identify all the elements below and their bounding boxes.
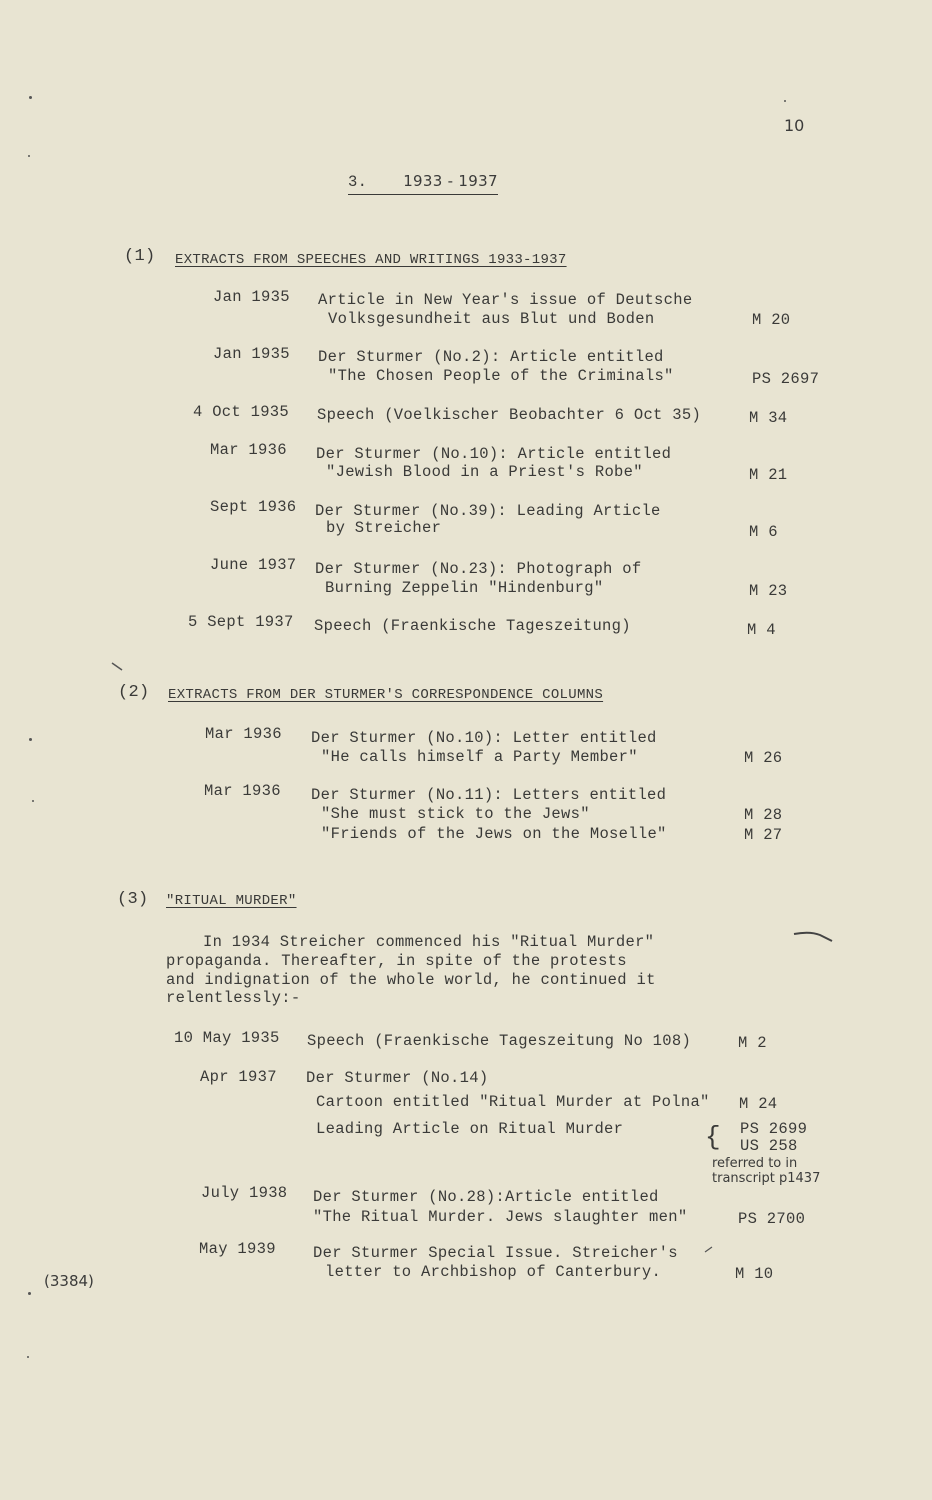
entry-date: 5 Sept 1937 bbox=[188, 613, 294, 631]
scan-speck bbox=[29, 738, 32, 741]
brace-icon: { bbox=[705, 1122, 721, 1152]
document-code: (3384) bbox=[44, 1272, 94, 1290]
entry-date: 10 May 1935 bbox=[174, 1029, 280, 1047]
pencil-mark bbox=[110, 660, 126, 674]
entry-ref: M 23 bbox=[749, 582, 788, 600]
entry-ref: M 4 bbox=[747, 621, 776, 639]
entry-line: Speech (Fraenkische Tageszeitung) bbox=[314, 617, 631, 635]
section-3-title: "RITUAL MURDER" bbox=[166, 893, 297, 909]
entry-line: "Friends of the Jews on the Moselle" bbox=[321, 825, 667, 843]
entry-line: "She must stick to the Jews" bbox=[321, 805, 590, 823]
entry-ref: M 26 bbox=[744, 749, 783, 767]
entry-ref: M 27 bbox=[744, 826, 783, 844]
entry-date: June 1937 bbox=[210, 556, 297, 574]
entry-line: Burning Zeppelin "Hindenburg" bbox=[325, 579, 604, 597]
entry-line: Speech (Fraenkische Tageszeitung No 108) bbox=[307, 1032, 692, 1050]
scan-speck bbox=[27, 1356, 29, 1358]
entry-line: Volksgesundheit aus Blut und Boden bbox=[328, 310, 655, 328]
entry-ref: PS 2697 bbox=[752, 370, 820, 388]
handwritten-note: referred to in bbox=[712, 1156, 798, 1171]
entry-ref: M 2 bbox=[738, 1034, 767, 1052]
section-2-title: EXTRACTS FROM DER STURMER'S CORRESPONDENCE COLUMNS bbox=[168, 687, 604, 703]
section-1-title: EXTRACTS FROM SPEECHES AND WRITINGS 1933-1937 bbox=[175, 252, 567, 268]
pencil-mark bbox=[792, 928, 836, 944]
entry-ref: PS 2700 bbox=[738, 1210, 806, 1228]
entry-ref: M 6 bbox=[749, 523, 778, 541]
entry-line: Der Sturmer (No.2): Article entitled bbox=[318, 348, 664, 366]
entry-date: Jan 1935 bbox=[213, 345, 290, 363]
entry-line: Leading Article on Ritual Murder bbox=[316, 1120, 624, 1138]
intro-line: relentlessly:- bbox=[166, 989, 301, 1007]
entry-line: by Streicher bbox=[326, 519, 442, 537]
pencil-mark bbox=[703, 1244, 715, 1254]
entry-line: "The Chosen People of the Criminals" bbox=[328, 367, 674, 385]
handwritten-note: transcript p1437 bbox=[712, 1171, 821, 1186]
entry-line: Speech (Voelkischer Beobachter 6 Oct 35) bbox=[317, 406, 702, 424]
entry-date: Apr 1937 bbox=[200, 1068, 277, 1086]
entry-line: Der Sturmer (No.10): Article entitled bbox=[316, 445, 672, 463]
entry-date: Mar 1936 bbox=[210, 441, 287, 459]
chapter-heading bbox=[348, 172, 498, 195]
entry-date: Mar 1936 bbox=[205, 725, 282, 743]
entry-ref: PS 2699 bbox=[740, 1120, 808, 1138]
intro-line: In 1934 Streicher commenced his "Ritual Murder" bbox=[203, 933, 655, 951]
section-3-number: (3) bbox=[117, 890, 149, 909]
entry-date: Sept 1936 bbox=[210, 498, 297, 516]
scan-speck bbox=[784, 100, 786, 102]
entry-date: 4 Oct 1935 bbox=[193, 403, 290, 421]
entry-date: May 1939 bbox=[199, 1240, 276, 1258]
scan-speck bbox=[28, 155, 30, 157]
entry-ref: M 21 bbox=[749, 466, 788, 484]
scan-speck bbox=[32, 800, 34, 802]
entry-date: Mar 1936 bbox=[204, 782, 281, 800]
entry-ref: US 258 bbox=[740, 1137, 798, 1155]
page-number: 10 bbox=[784, 116, 805, 135]
chapter-number: 3. bbox=[348, 173, 368, 191]
entry-ref: M 34 bbox=[749, 409, 788, 427]
entry-ref: M 10 bbox=[735, 1265, 774, 1283]
entry-ref: M 28 bbox=[744, 806, 783, 824]
entry-line: Der Sturmer (No.14) bbox=[306, 1069, 489, 1087]
entry-line: Der Sturmer (No.10): Letter entitled bbox=[311, 729, 657, 747]
entry-line: "The Ritual Murder. Jews slaughter men" bbox=[313, 1208, 688, 1226]
entry-ref: M 24 bbox=[739, 1095, 778, 1113]
entry-line: Der Sturmer Special Issue. Streicher's bbox=[313, 1244, 678, 1262]
entry-line: Article in New Year's issue of Deutsche bbox=[318, 291, 693, 309]
entry-line: Der Sturmer (No.11): Letters entitled bbox=[311, 786, 667, 804]
scan-speck bbox=[29, 96, 32, 99]
entry-line: "Jewish Blood in a Priest's Robe" bbox=[326, 463, 643, 481]
chapter-years: 1933 - 1937 bbox=[403, 172, 498, 190]
entry-line: Der Sturmer (No.23): Photograph of bbox=[315, 560, 642, 578]
section-2-number: (2) bbox=[118, 683, 150, 702]
entry-line: letter to Archbishop of Canterbury. bbox=[325, 1263, 662, 1281]
intro-line: and indignation of the whole world, he continued it bbox=[166, 971, 656, 989]
entry-line: "He calls himself a Party Member" bbox=[321, 748, 638, 766]
entry-line: Der Sturmer (No.39): Leading Article bbox=[315, 502, 661, 520]
entry-date: Jan 1935 bbox=[213, 288, 290, 306]
entry-line: Der Sturmer (No.28):Article entitled bbox=[313, 1188, 659, 1206]
section-1-number: (1) bbox=[124, 247, 156, 266]
scan-speck bbox=[28, 1292, 31, 1295]
entry-date: July 1938 bbox=[201, 1184, 288, 1202]
intro-line: propaganda. Thereafter, in spite of the protests bbox=[166, 952, 627, 970]
entry-line: Cartoon entitled "Ritual Murder at Polna" bbox=[316, 1093, 710, 1111]
entry-ref: M 20 bbox=[752, 311, 791, 329]
